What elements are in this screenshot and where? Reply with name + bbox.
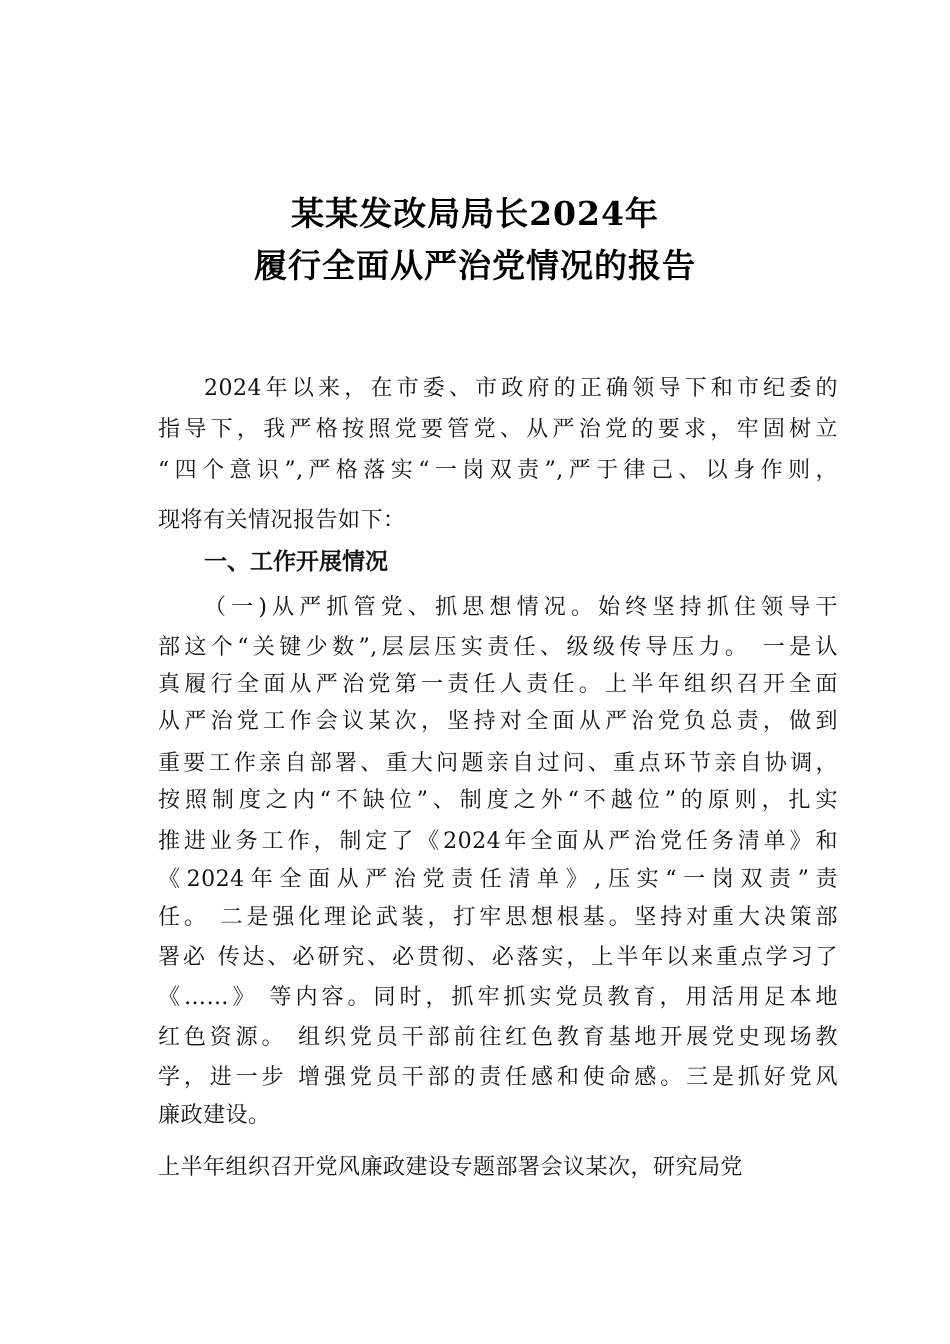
body-line-6: 按照制度之内“不缺位”、制度之外“不越位”的原则，扎实 (158, 788, 838, 813)
document-title-line-1: 某某发改局局长2024年 (291, 194, 659, 233)
section-heading: 一、工作开展情况 (204, 549, 388, 575)
body-line-1: （一)从严抓管党、抓思想情况。始终坚持抓住领导干 (204, 595, 838, 620)
body-line-12: 红色资源。 组织党员干部前往红色教育基地开展党史现场教 (158, 1025, 838, 1050)
trailing-line: 上半年组织召开党风廉政建设专题部署会议某次，研究局党 (158, 1155, 744, 1180)
intro-line-4: 现将有关情况报告如下： (158, 508, 406, 533)
body-line-3: 真履行全面从严治党第一责任人责任。上半年组织召开全面 (158, 672, 838, 697)
body-line-13: 学，进一步 增强党员干部的责任感和使命感。三是抓好党风 (158, 1065, 838, 1090)
body-line-4: 从严治党工作会议某次，坚持对全面从严治党负总责，做到 (158, 709, 838, 734)
body-line-11: 《……》 等内容。同时，抓牢抓实党员教育，用活用足本地 (158, 985, 838, 1010)
body-line-5: 重要工作亲自部署、重大问题亲自过问、重点环节亲自协调， (158, 751, 838, 776)
body-line-10: 署必 传达、必研究、必贯彻、必落实，上半年以来重点学习了 (158, 945, 838, 970)
document-title-line-2: 履行全面从严治党情况的报告 (254, 246, 696, 285)
intro-line-3: “四个意识”,严格落实“一岗双责”,严于律己、以身作则， (158, 458, 838, 483)
body-line-7: 推进业务工作，制定了《2024年全面从严治党任务清单》和 (158, 829, 838, 854)
body-line-14: 廉政建设。 (158, 1103, 271, 1128)
body-line-8: 《2024年全面从严治党责任清单》,压实“一岗双责”责 (158, 867, 838, 892)
body-line-2: 部这个“关键少数”,层层压实责任、级级传导压力。 一是认 (158, 635, 838, 660)
intro-line-2: 指导下，我严格按照党要管党、从严治党的要求，牢固树立 (158, 417, 838, 442)
body-line-9: 任。 二是强化理论武装，打牢思想根基。坚持对重大决策部 (158, 905, 838, 930)
intro-line-1: 2024年以来，在市委、市政府的正确领导下和市纪委的 (204, 376, 838, 401)
